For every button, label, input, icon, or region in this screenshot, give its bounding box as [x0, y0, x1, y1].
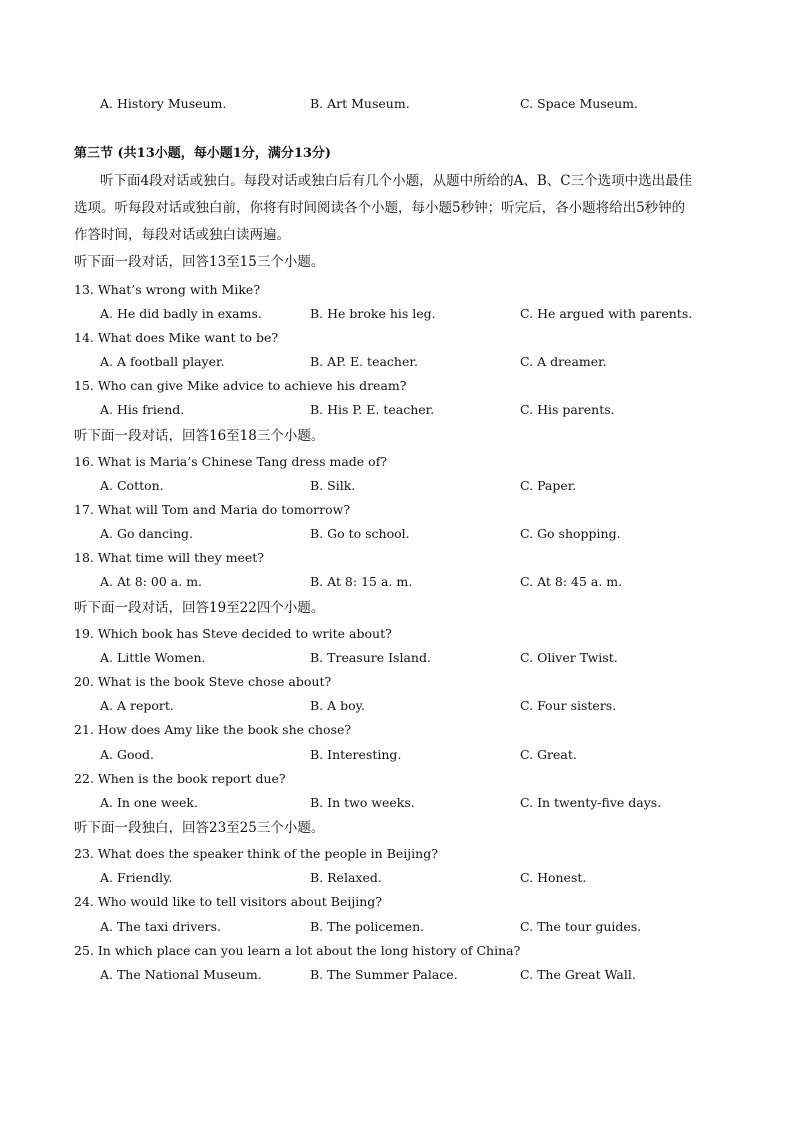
option-b: B. A boy.: [310, 698, 366, 713]
option-a: A. Friendly.: [100, 870, 173, 885]
option-a: A. Good.: [100, 747, 154, 762]
option-b: B. At 8: 15 a. m.: [310, 574, 413, 589]
option-a: A. At 8: 00 a. m.: [100, 574, 203, 589]
question-16: 16. What is Maria’s Chinese Tang dress made of?: [74, 454, 388, 469]
option-a: A. The taxi drivers.: [100, 919, 222, 934]
option-a: A. He did badly in exams.: [100, 306, 262, 321]
question-17: 17. What will Tom and Maria do tomorrow?: [74, 502, 351, 517]
option-a: A. In one week.: [100, 795, 198, 810]
option-c: C. Great.: [520, 747, 577, 762]
option-b: B. Silk.: [310, 478, 356, 493]
option-a: A. Go dancing.: [100, 526, 193, 541]
option-b: B. Go to school.: [310, 526, 410, 541]
option-b: B. His P. E. teacher.: [310, 402, 435, 417]
option-c: C. Paper.: [520, 478, 577, 493]
option-c: C. Four sisters.: [520, 698, 617, 713]
instruction-line-2: 选项。听每段对话或独白前，你将有时间阅读各个小题，每小题5秒钟；听完后，各小题将给出5秒钟的: [74, 200, 686, 216]
option-a: A. Little Women.: [100, 650, 206, 665]
option-b: B. Treasure Island.: [310, 650, 431, 665]
group-intro: 听下面一段对话，回答13至15三个小题。: [74, 254, 325, 270]
option-b: B. In two weeks.: [310, 795, 415, 810]
option-c: C. A dreamer.: [520, 354, 607, 369]
option-a: A. His friend.: [100, 402, 185, 417]
option-b: B. Interesting.: [310, 747, 402, 762]
option-c: C. He argued with parents.: [520, 306, 693, 321]
option-b: B. The policemen.: [310, 919, 425, 934]
section-title: 第三节 (共13小题，每小题1分，满分13分): [74, 146, 332, 161]
option-c: C. The Great Wall.: [520, 967, 636, 982]
option-a: A. History Museum.: [100, 96, 227, 111]
question-14: 14. What does Mike want to be?: [74, 330, 279, 345]
question-22: 22. When is the book report due?: [74, 771, 286, 786]
question-23: 23. What does the speaker think of the people in Beijing?: [74, 846, 438, 861]
option-a: A. A report.: [100, 698, 174, 713]
question-20: 20. What is the book Steve chose about?: [74, 674, 332, 689]
question-25: 25. In which place can you learn a lot about the long history of China?: [74, 943, 521, 958]
option-a: A. A football player.: [100, 354, 225, 369]
option-c: C. Space Museum.: [520, 96, 638, 111]
option-c: C. Oliver Twist.: [520, 650, 618, 665]
option-b: B. Art Museum.: [310, 96, 410, 111]
option-c: C. His parents.: [520, 402, 615, 417]
question-18: 18. What time will they meet?: [74, 550, 264, 565]
option-b: B. AP. E. teacher.: [310, 354, 418, 369]
option-a: A. The National Museum.: [100, 967, 262, 982]
option-c: C. Go shopping.: [520, 526, 621, 541]
group-intro: 听下面一段对话，回答16至18三个小题。: [74, 428, 325, 444]
option-c: C. The tour guides.: [520, 919, 642, 934]
instruction-line-1: 听下面4段对话或独白。每段对话或独白后有几个小题，从题中所给的A、B、C三个选项中选出最佳: [100, 173, 693, 189]
option-c: C. Honest.: [520, 870, 587, 885]
option-a: A. Cotton.: [100, 478, 164, 493]
option-b: B. He broke his leg.: [310, 306, 436, 321]
group-intro: 听下面一段对话，回答19至22四个小题。: [74, 600, 325, 616]
question-19: 19. Which book has Steve decided to write about?: [74, 626, 392, 641]
option-c: C. In twenty-five days.: [520, 795, 662, 810]
question-21: 21. How does Amy like the book she chose?: [74, 722, 352, 737]
question-13: 13. What’s wrong with Mike?: [74, 282, 261, 297]
instruction-line-3: 作答时间，每段对话或独白读两遍。: [74, 227, 290, 243]
question-15: 15. Who can give Mike advice to achieve his dream?: [74, 378, 407, 393]
option-c: C. At 8: 45 a. m.: [520, 574, 623, 589]
option-b: B. Relaxed.: [310, 870, 382, 885]
question-24: 24. Who would like to tell visitors about Beijing?: [74, 894, 382, 909]
option-b: B. The Summer Palace.: [310, 967, 458, 982]
group-intro: 听下面一段独白，回答23至25三个小题。: [74, 820, 325, 836]
